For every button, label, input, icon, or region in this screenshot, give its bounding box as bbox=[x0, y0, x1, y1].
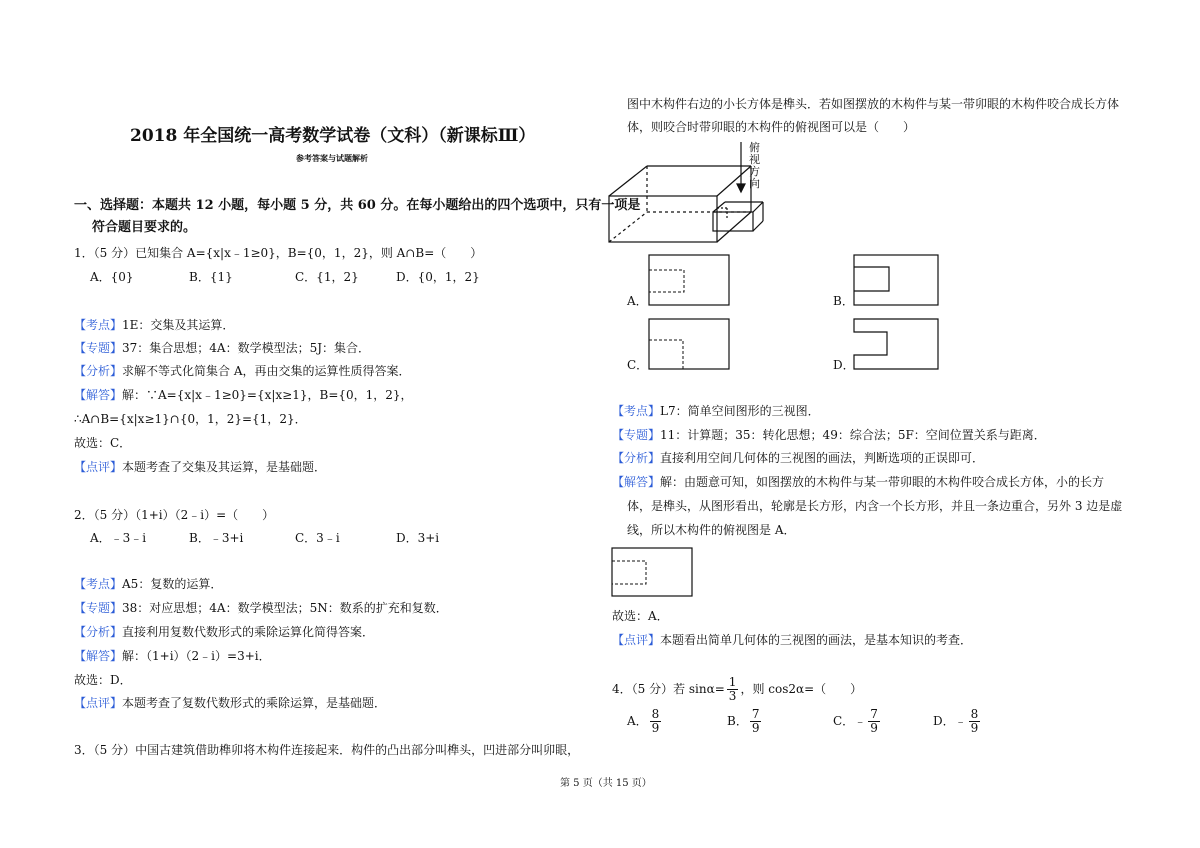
q3-jieda-text-1: 解：由题意可知，如图摆放的木构件与某一带卯眼的木构件咬合成长方体，小的长方 bbox=[660, 475, 1105, 489]
page-footer: 第 5 页（共 15 页） bbox=[560, 778, 652, 789]
page-subtitle: 参考答案与试题解析 bbox=[296, 153, 368, 163]
q3-dianping-text: 本题看出简单几何体的三视图的画法，是基本知识的考查． bbox=[660, 633, 973, 647]
q3-option-d-figure bbox=[853, 318, 939, 370]
q4-option-a-fraction bbox=[650, 708, 662, 735]
q3-stem-line2: 图中木构件右边的小长方体是榫头．若如图摆放的木构件与某一带卯眼的木构件咬合成长方体 bbox=[627, 97, 1120, 111]
q2-jieda bbox=[74, 648, 271, 664]
q3-view-char-4: 向 bbox=[749, 177, 760, 190]
q3-fenxi bbox=[612, 450, 984, 466]
q3-answer: 故选：A． bbox=[612, 609, 669, 623]
q1-jieda-tag: 【解答】 bbox=[74, 388, 123, 402]
q2-jieda-text-1: 解：（1+i）（2﹣i）=3+i． bbox=[122, 649, 271, 663]
section-heading-line2: 符合题目要求的。 bbox=[92, 220, 197, 235]
q2-option-c: C．3﹣i bbox=[295, 531, 340, 545]
q4-sin-denominator: 3 bbox=[728, 689, 737, 703]
q2-stem: 2．（5 分）（1+i）（2﹣i）=（ ） bbox=[74, 508, 275, 522]
q2-jieda-tag: 【解答】 bbox=[74, 649, 123, 663]
q1-fenxi bbox=[74, 363, 411, 379]
q3-jieda bbox=[612, 474, 1104, 490]
q2-kaodian-tag: 【考点】 bbox=[74, 577, 123, 591]
q4-option-b bbox=[727, 708, 763, 735]
q3-option-a-figure bbox=[648, 254, 730, 306]
q2-zhuanti bbox=[74, 600, 448, 616]
q1-jieda bbox=[74, 387, 413, 403]
q3-stem-line3: 体，则咬合时带卯眼的木构件的俯视图可以是（ ） bbox=[627, 120, 916, 134]
q2-kaodian bbox=[74, 576, 222, 592]
q2-zhuanti-tag: 【专题】 bbox=[74, 601, 123, 615]
q2-zhuanti-text: 38：对应思想；4A：数学模型法；5N：数系的扩充和复数． bbox=[122, 601, 448, 615]
q1-dianping-text: 本题考查了交集及其运算，是基础题． bbox=[122, 460, 327, 474]
q4-option-a-den: 9 bbox=[651, 721, 660, 735]
q3-option-a-label: A． bbox=[627, 294, 648, 308]
q4-stem-pre: 4．（5 分）若 sinα= bbox=[612, 682, 725, 696]
q4-option-d-num: 8 bbox=[970, 707, 979, 721]
q1-stem: 1．（5 分）已知集合 A={x|x﹣1≥0}，B={0，1，2}，则 A∩B=（ ） bbox=[74, 246, 483, 260]
q1-kaodian-text: 1E：交集及其运算． bbox=[122, 318, 235, 332]
q2-kaodian-text: A5：复数的运算． bbox=[122, 577, 223, 591]
q3-jieda-line3: 线，所以木构件的俯视图是 A． bbox=[627, 523, 796, 537]
q2-option-d: D．3+i bbox=[396, 531, 440, 545]
q4-option-c-num: 7 bbox=[870, 707, 878, 721]
q3-jieda-line2: 体，是榫头，从图形看出，轮廓是长方形，内含一个长方形，并且一条边重合，另外 3 边是虚 bbox=[627, 499, 1123, 513]
q3-view-char-1: 俯 bbox=[749, 141, 760, 154]
q4-stem-post: ，则 cos2α=（ ） bbox=[740, 682, 863, 696]
q3-option-b-figure bbox=[853, 254, 939, 306]
q4-stem bbox=[612, 676, 862, 703]
q3-kaodian bbox=[612, 403, 820, 419]
q2-fenxi-text: 直接利用复数代数形式的乘除运算化简得答案． bbox=[122, 625, 375, 639]
q2-option-a: A．﹣3﹣i bbox=[90, 531, 147, 545]
q3-option-b-label: B． bbox=[833, 294, 854, 308]
q1-kaodian-tag: 【考点】 bbox=[74, 318, 123, 332]
q4-option-c-label: C．﹣ bbox=[833, 714, 867, 728]
q3-option-c-figure bbox=[648, 318, 730, 370]
section-heading-line1: 一、选择题：本题共 12 小题，每小题 5 分，共 60 分。在每小题给出的四个选项中，只有一项是 bbox=[74, 198, 641, 213]
q1-jieda-text-1: 解：∵A={x|x﹣1≥0}={x|x≥1}，B={0，1，2}， bbox=[122, 388, 413, 402]
q2-fenxi bbox=[74, 624, 374, 640]
q1-fenxi-tag: 【分析】 bbox=[74, 364, 123, 378]
q2-dianping-tag: 【点评】 bbox=[74, 696, 123, 710]
q1-fenxi-text: 求解不等式化简集合 A，再由交集的运算性质得答案． bbox=[122, 364, 411, 378]
q3-kaodian-tag: 【考点】 bbox=[612, 404, 661, 418]
q4-option-d bbox=[933, 708, 982, 735]
q3-dianping-tag: 【点评】 bbox=[612, 633, 661, 647]
q1-option-d: D．{0，1，2} bbox=[396, 270, 480, 284]
q3-fenxi-text: 直接利用空间几何体的三视图的画法，判断选项的正误即可． bbox=[660, 451, 985, 465]
q4-option-a-num: 8 bbox=[651, 707, 660, 721]
q3-stem-line1: 3．（5 分）中国古建筑借助榫卯将木构件连接起来．构件的凸出部分叫榫头，凹进部分叫卯眼， bbox=[74, 743, 580, 757]
q1-option-b: B．{1} bbox=[189, 270, 233, 284]
q4-sin-numerator: 1 bbox=[728, 675, 737, 689]
q1-option-c: C．{1，2} bbox=[295, 270, 359, 284]
q2-fenxi-tag: 【分析】 bbox=[74, 625, 123, 639]
q3-view-char-2: 视 bbox=[749, 153, 760, 166]
q1-dianping bbox=[74, 459, 326, 475]
q3-kaodian-text: L7：简单空间图形的三视图． bbox=[660, 404, 820, 418]
q3-view-char-3: 方 bbox=[749, 165, 760, 178]
q1-dianping-tag: 【点评】 bbox=[74, 460, 123, 474]
q4-option-a bbox=[627, 708, 663, 735]
q3-option-c-label: C． bbox=[627, 358, 649, 372]
q4-option-d-den: 9 bbox=[970, 721, 979, 735]
q4-option-b-num: 7 bbox=[751, 707, 760, 721]
q4-option-d-label: D．﹣ bbox=[933, 714, 967, 728]
q4-option-c-fraction bbox=[868, 708, 880, 735]
q4-option-c bbox=[833, 708, 882, 735]
q3-jieda-tag: 【解答】 bbox=[612, 475, 661, 489]
q3-view-direction-label bbox=[749, 142, 761, 190]
q1-kaodian bbox=[74, 317, 234, 333]
q3-fenxi-tag: 【分析】 bbox=[612, 451, 661, 465]
q2-option-b: B．﹣3+i bbox=[189, 531, 244, 545]
q1-jieda-line2: ∴A∩B={x|x≥1}∩{0，1，2}={1，2}． bbox=[74, 412, 307, 426]
q3-dianping bbox=[612, 632, 972, 648]
q3-zhuanti-text: 11：计算题；35：转化思想；49：综合法；5F：空间位置关系与距离． bbox=[660, 428, 1046, 442]
q4-option-d-fraction bbox=[969, 708, 981, 735]
q2-dianping bbox=[74, 695, 386, 711]
q1-zhuanti-tag: 【专题】 bbox=[74, 341, 123, 355]
q1-answer: 故选：C． bbox=[74, 436, 132, 450]
q2-answer: 故选：D． bbox=[74, 673, 132, 687]
q2-dianping-text: 本题考查了复数代数形式的乘除运算，是基础题． bbox=[122, 696, 387, 710]
q3-option-d-label: D． bbox=[833, 358, 855, 372]
q4-sin-fraction bbox=[727, 676, 739, 703]
q4-option-c-den: 9 bbox=[870, 721, 878, 735]
q4-option-a-label: A． bbox=[627, 714, 648, 728]
q3-solution-figure bbox=[611, 547, 693, 597]
q4-option-b-den: 9 bbox=[751, 721, 760, 735]
q1-option-a: A．{0} bbox=[90, 270, 134, 284]
q4-option-b-fraction bbox=[750, 708, 762, 735]
q3-zhuanti-tag: 【专题】 bbox=[612, 428, 661, 442]
q1-zhuanti bbox=[74, 340, 370, 356]
q3-zhuanti bbox=[612, 427, 1046, 443]
page-title: 2018 年全国统一高考数学试卷（文科）（新课标Ⅲ） bbox=[130, 126, 536, 146]
q1-zhuanti-text: 37：集合思想；4A：数学模型法；5J：集合． bbox=[122, 341, 371, 355]
q4-option-b-label: B． bbox=[727, 714, 748, 728]
